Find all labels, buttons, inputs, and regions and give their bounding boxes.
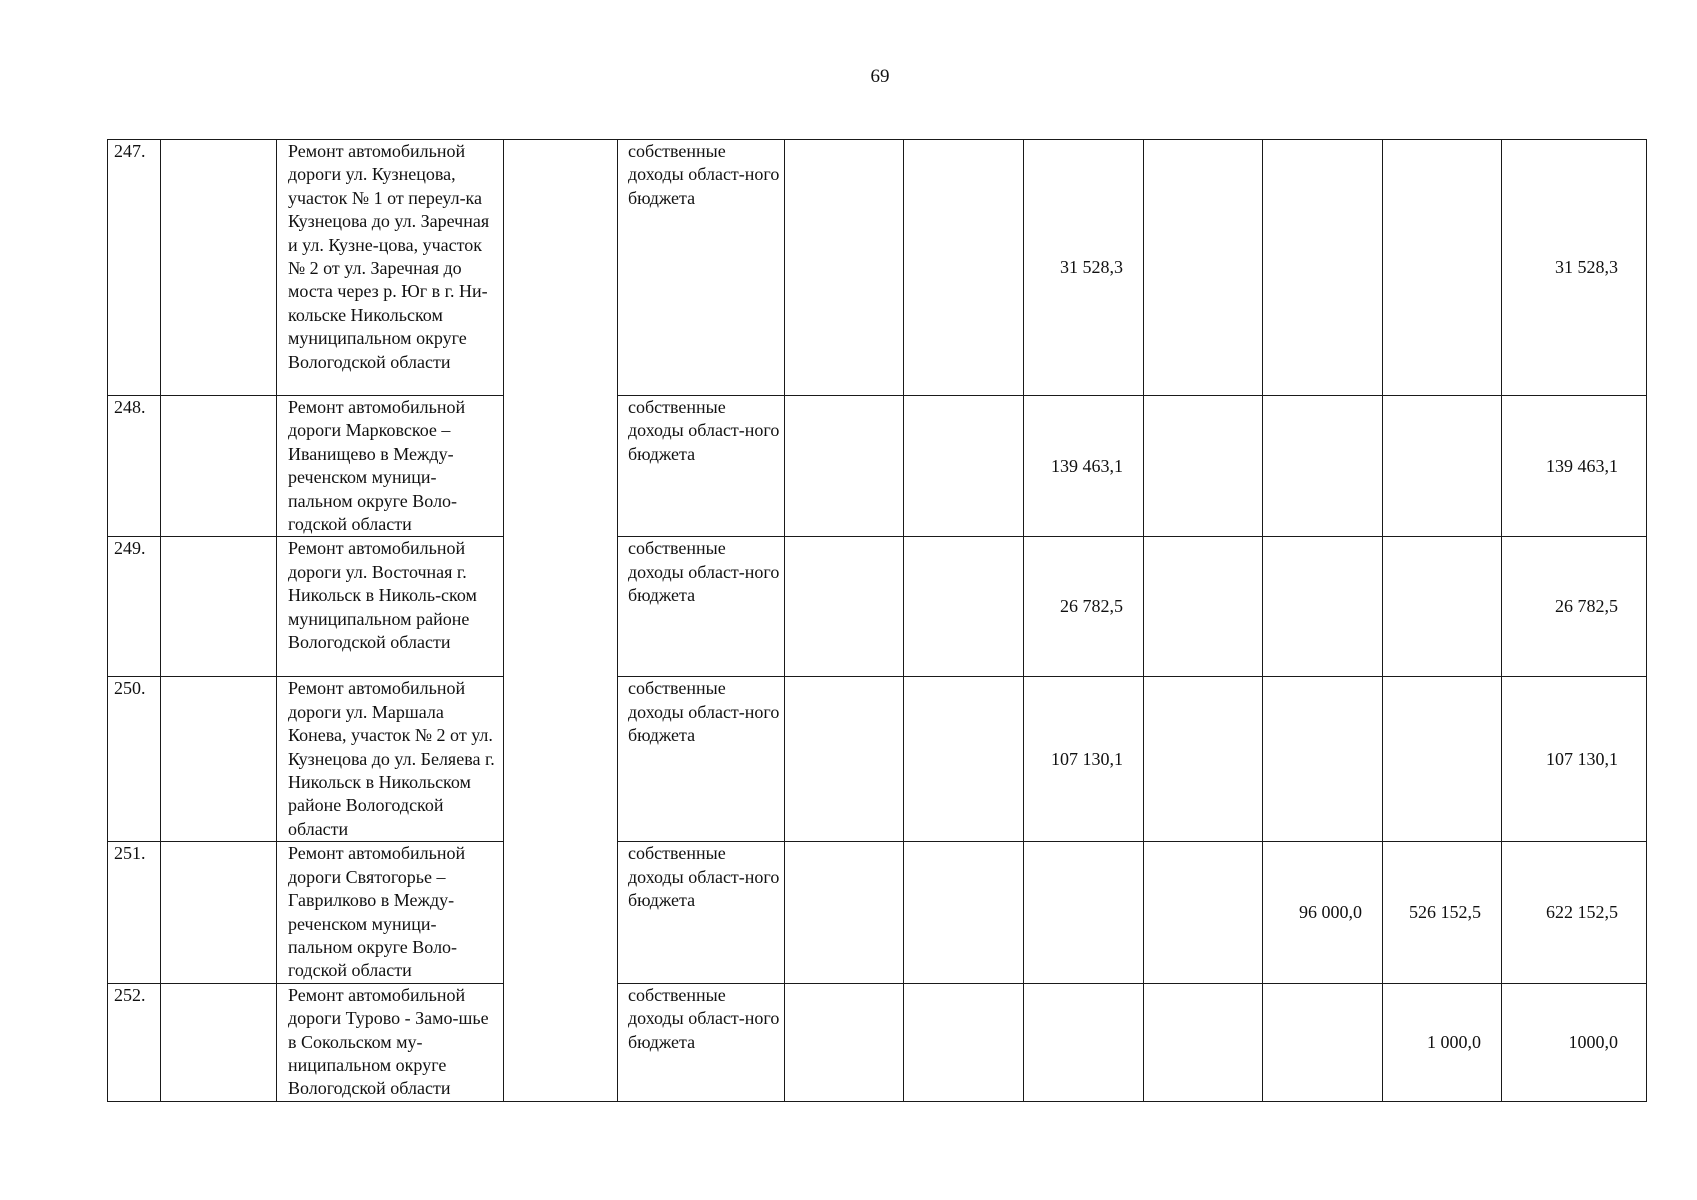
row-number: 248. [108,396,161,537]
total-cell: 1000,0 [1502,983,1647,1101]
amount-cell [1383,677,1502,842]
amount-cell [785,537,904,677]
total-cell: 107 130,1 [1502,677,1647,842]
amount-cell [1144,983,1263,1101]
table-row [108,842,1647,983]
amount-cell [1144,396,1263,537]
amount-cell [1144,140,1263,396]
amount-cell [1383,537,1502,677]
object-name: Ремонт автомобильной дороги ул. Маршала Конева, участок № 2 от ул. Кузнецова до ул. Беляева г. Никольск в Никольском районе Вологодской области [277,677,504,842]
funding-source: собственные доходы област-ного бюджета [618,140,785,396]
table-row [108,677,1647,842]
row-number: 252. [108,983,161,1101]
amount-cell [1263,677,1383,842]
object-name: Ремонт автомобильной дороги ул. Кузнецова, участок № 1 от переул-ка Кузнецова до ул. Заречная и ул. Кузне-цова, участок № 2 от ул. Заречная до моста через р. Юг в г. Ни-кольске Никольском муниципальном округе Вологодской области [277,140,504,396]
table-row [108,140,1647,396]
row-number: 250. [108,677,161,842]
funding-source: собственные доходы област-ного бюджета [618,677,785,842]
amount-cell [904,396,1024,537]
empty-cell [161,677,277,842]
amount-cell [1263,396,1383,537]
amount-cell [904,537,1024,677]
total-cell: 139 463,1 [1502,396,1647,537]
amount-cell [1024,983,1144,1101]
object-name: Ремонт автомобильной дороги Святогорье – Гаврилково в Между-реченском муници-пальном округе Воло-годской области [277,842,504,983]
page-number: 69 [870,66,890,87]
funding-source: собственные доходы област-ного бюджета [618,396,785,537]
total-cell: 31 528,3 [1502,140,1647,396]
amount-cell [1144,537,1263,677]
merged-empty-cell [504,140,618,1102]
amount-cell [904,842,1024,983]
empty-cell [161,983,277,1101]
amount-cell: 1 000,0 [1383,983,1502,1101]
amount-cell [785,983,904,1101]
amount-cell [1263,140,1383,396]
amount-cell [1263,537,1383,677]
amount-cell [904,983,1024,1101]
amount-cell: 31 528,3 [1024,140,1144,396]
budget-table [107,139,1647,1102]
empty-cell [161,842,277,983]
amount-cell: 526 152,5 [1383,842,1502,983]
funding-source: собственные доходы област-ного бюджета [618,842,785,983]
table-row [108,983,1647,1101]
table-row [108,537,1647,677]
row-number: 251. [108,842,161,983]
amount-cell [785,140,904,396]
table-row [108,396,1647,537]
amount-cell [1144,677,1263,842]
amount-cell [904,140,1024,396]
amount-cell [1383,140,1502,396]
funding-source: собственные доходы област-ного бюджета [618,537,785,677]
row-number: 247. [108,140,161,396]
amount-cell [904,677,1024,842]
amount-cell [1383,396,1502,537]
row-number: 249. [108,537,161,677]
amount-cell: 107 130,1 [1024,677,1144,842]
amount-cell: 96 000,0 [1263,842,1383,983]
amount-cell: 26 782,5 [1024,537,1144,677]
amount-cell [1024,842,1144,983]
empty-cell [161,140,277,396]
object-name: Ремонт автомобильной дороги ул. Восточная г. Никольск в Николь-ском муниципальном районе Вологодской области [277,537,504,677]
object-name: Ремонт автомобильной дороги Турово - Замо-шье в Сокольском му-ниципальном округе Вологодской области [277,983,504,1101]
amount-cell [785,396,904,537]
amount-cell: 139 463,1 [1024,396,1144,537]
amount-cell [1144,842,1263,983]
object-name: Ремонт автомобильной дороги Марковское – Иванищево в Между-реченском муници-пальном округе Воло-годской области [277,396,504,537]
empty-cell [161,537,277,677]
empty-cell [161,396,277,537]
total-cell: 26 782,5 [1502,537,1647,677]
amount-cell [785,677,904,842]
total-cell: 622 152,5 [1502,842,1647,983]
amount-cell [785,842,904,983]
funding-source: собственные доходы област-ного бюджета [618,983,785,1101]
amount-cell [1263,983,1383,1101]
